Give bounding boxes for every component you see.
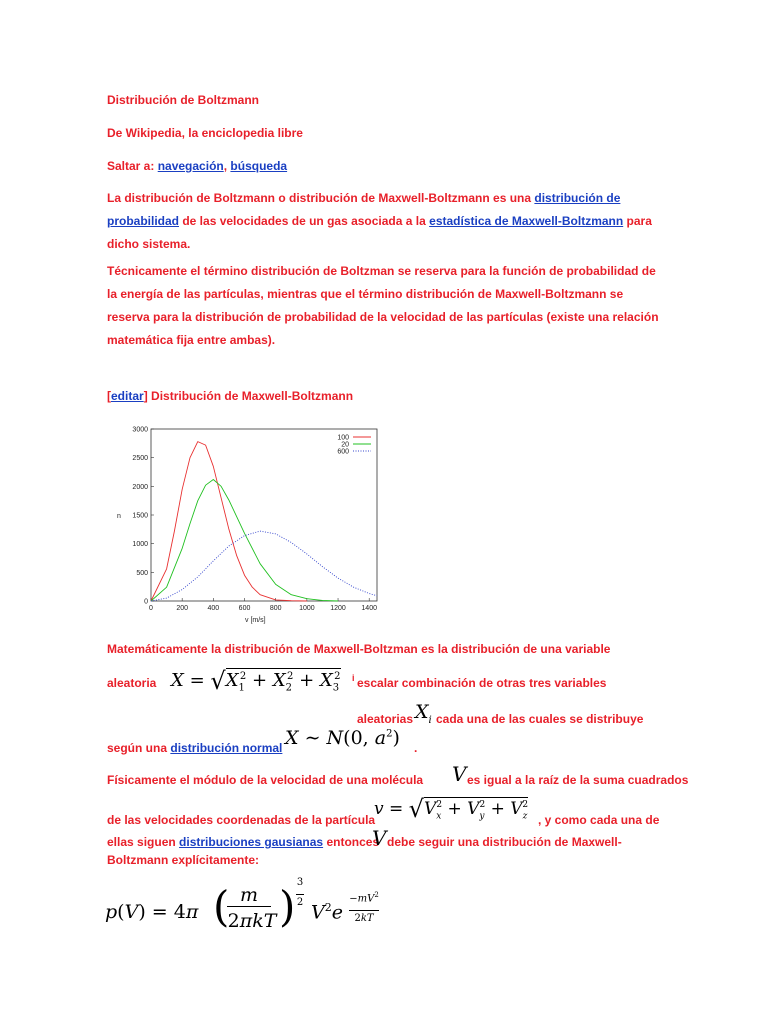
y-axis-label: n (117, 513, 121, 520)
velocity-symbol-2: V (372, 826, 387, 850)
maxwell-boltzmann-chart (115, 422, 380, 627)
x-tick-label: 1400 (361, 605, 377, 612)
section-heading (107, 389, 353, 403)
probability-distribution-link[interactable]: distribución de probabilidad (107, 191, 621, 228)
i-mark: i (352, 673, 355, 683)
segun-line (107, 741, 282, 755)
x-tick-label: 1200 (330, 605, 346, 612)
intro-text-1: La distribución de Boltzmann o distribución de Maxwell-Boltzmann es una (107, 191, 532, 205)
legend-label-600: 600 (337, 448, 349, 456)
intro-text-3: para dicho sistema. (107, 214, 652, 251)
physics-text-8: Boltzmann explícitamente: (107, 853, 260, 867)
page-subtitle: De Wikipedia, la enciclopedia libre (107, 126, 303, 140)
y-tick-label: 500 (136, 569, 148, 577)
technical-paragraph: Técnicamente el término distribución de Boltzman se reserva para la función de probabilidad de la energía de las partículas, mientras que el término distribución de Maxwell-Boltzmann se reserva para la distribución de probabilidad de la velocidad de las partículas (existe una relación matemática fija entre ambas). (107, 264, 659, 347)
x-tick-label: 800 (269, 605, 282, 612)
aleatoria-label: aleatoria (107, 676, 157, 690)
normal-distribution-link[interactable]: distribución normal (170, 741, 283, 755)
x-axis-label: v [m/s] (245, 617, 266, 624)
segun-text: según una (107, 741, 168, 755)
legend-label-20: 20 (341, 441, 349, 449)
formula-xi: $X_i$ (415, 701, 432, 726)
gaussian-distribution-link[interactable]: distribuciones gausianas (179, 835, 324, 849)
aleatorias-label: aleatorias (357, 712, 414, 726)
y-tick-label: 2500 (132, 455, 148, 463)
maxwell-boltzmann-statistics-link[interactable]: estadística de Maxwell-Boltzmann (429, 214, 624, 228)
math-line-1: Matemáticamente la distribución de Maxwell-Boltzman es la distribución de una variable (107, 642, 611, 656)
legend-label-100: 100 (337, 434, 349, 442)
jump-prefix: Saltar a: (107, 159, 155, 173)
search-link[interactable]: búsqueda (230, 159, 288, 173)
gauss-line (107, 835, 379, 849)
physics-text-1: Físicamente el módulo de la velocidad de una molécula (107, 773, 424, 787)
physics-text-5: ellas siguen (107, 835, 176, 849)
document-page: Distribución de Boltzmann De Wikipedia, la enciclopedia libre Saltar a: navegación, búsqueda La distribución de Boltzmann o distribución de Maxwell-Boltzmann es una distribución de probabilidad de las velocidades de un gas asociada a la estadística de Maxwell-Boltzmann para dicho sistema. Técnicamente el término distribución de Boltzman se reserva para la función de probabilidad de la energía de las partículas, mientras que el término distribución de Maxwell-Boltzmann se reserva para la distribución de probabilidad de la velocidad de las partículas (existe una relación matemática fija entre ambas). [editar] Distribución de Maxwell-Boltzmann 0 500 1000 1500 2000 2500 3000 0 200 400 600 800 1000 1200 1400 100 20 600 n v [m/s] Matemáticamente la distribución de Maxwell-Boltzman es la distribución de una variable aleatoria $X = √X_1^2 + X_2^2 + X_3^2$ i escalar combinación de otras tres variables aleatorias $X_i$ cada una de las cuales se distribuye según una distribución normal X ∼ N(0, $a^2$) . Físicamente el módulo de la velocidad de una molécula V es igual a la raíz de la suma cuadrados de las velocidades coordenadas de la partícula $v = √V_x^2 + V_y^2 + V_z^2$ , y como cada una de ellas siguen distribuciones gausianas entonces V debe seguir una distribución de Maxwell- Boltzmann explícitamente: p(V) = 4π ( m 2πkT ) 3 2 $V^2e$ $-mV^2$ 2kT (105, 93, 689, 932)
jump-links (107, 159, 287, 173)
intro-text-2: de las velocidades de un gas asociada a la (182, 214, 426, 228)
formula-normal: X ∼ N(0, $a^2$) (285, 727, 400, 749)
formula-x-sqrt: $X = √X_1^2 + X_2^2 + X_3^2$ (171, 667, 341, 695)
navigation-link[interactable]: navegación (157, 159, 224, 173)
physics-text-6: entonces (326, 835, 380, 849)
y-tick-label: 1000 (132, 541, 148, 549)
x-tick-label: 400 (207, 605, 220, 612)
physics-text-4: , y como cada una de (538, 813, 660, 827)
y-tick-label: 3000 (132, 426, 148, 434)
x-tick-label: 1000 (299, 605, 315, 612)
y-tick-label: 0 (144, 598, 148, 606)
intro-paragraph (107, 187, 667, 256)
escalar-text: escalar combinación de otras tres variables (357, 676, 607, 690)
jump-separator: , (223, 159, 228, 173)
edit-bracket-close: ] (143, 389, 148, 403)
physics-text-3: de las velocidades coordenadas de la partícula (107, 813, 376, 827)
normal-dot: . (414, 741, 418, 755)
formula-v-sqrt: $v = √V_x^2 + V_y^2 + V_z^2$ (374, 795, 529, 823)
cada-una-text: cada una de las cuales se distribuye (436, 712, 644, 726)
physics-text-2: es igual a la raíz de la suma cuadrados (467, 773, 689, 787)
physics-text-7: debe seguir una distribución de Maxwell- (387, 835, 622, 849)
x-tick-label: 200 (176, 605, 189, 612)
y-tick-label: 2000 (132, 483, 148, 491)
edit-link[interactable]: editar (111, 389, 144, 403)
velocity-symbol-1: V (452, 762, 467, 786)
y-tick-label: 1500 (132, 512, 148, 520)
x-tick-label: 600 (238, 605, 251, 612)
section-title: Distribución de Maxwell-Boltzmann (151, 389, 354, 403)
page-title: Distribución de Boltzmann (107, 93, 260, 107)
x-tick-label: 0 (149, 605, 153, 612)
edit-bracket-open: [ (107, 389, 111, 403)
